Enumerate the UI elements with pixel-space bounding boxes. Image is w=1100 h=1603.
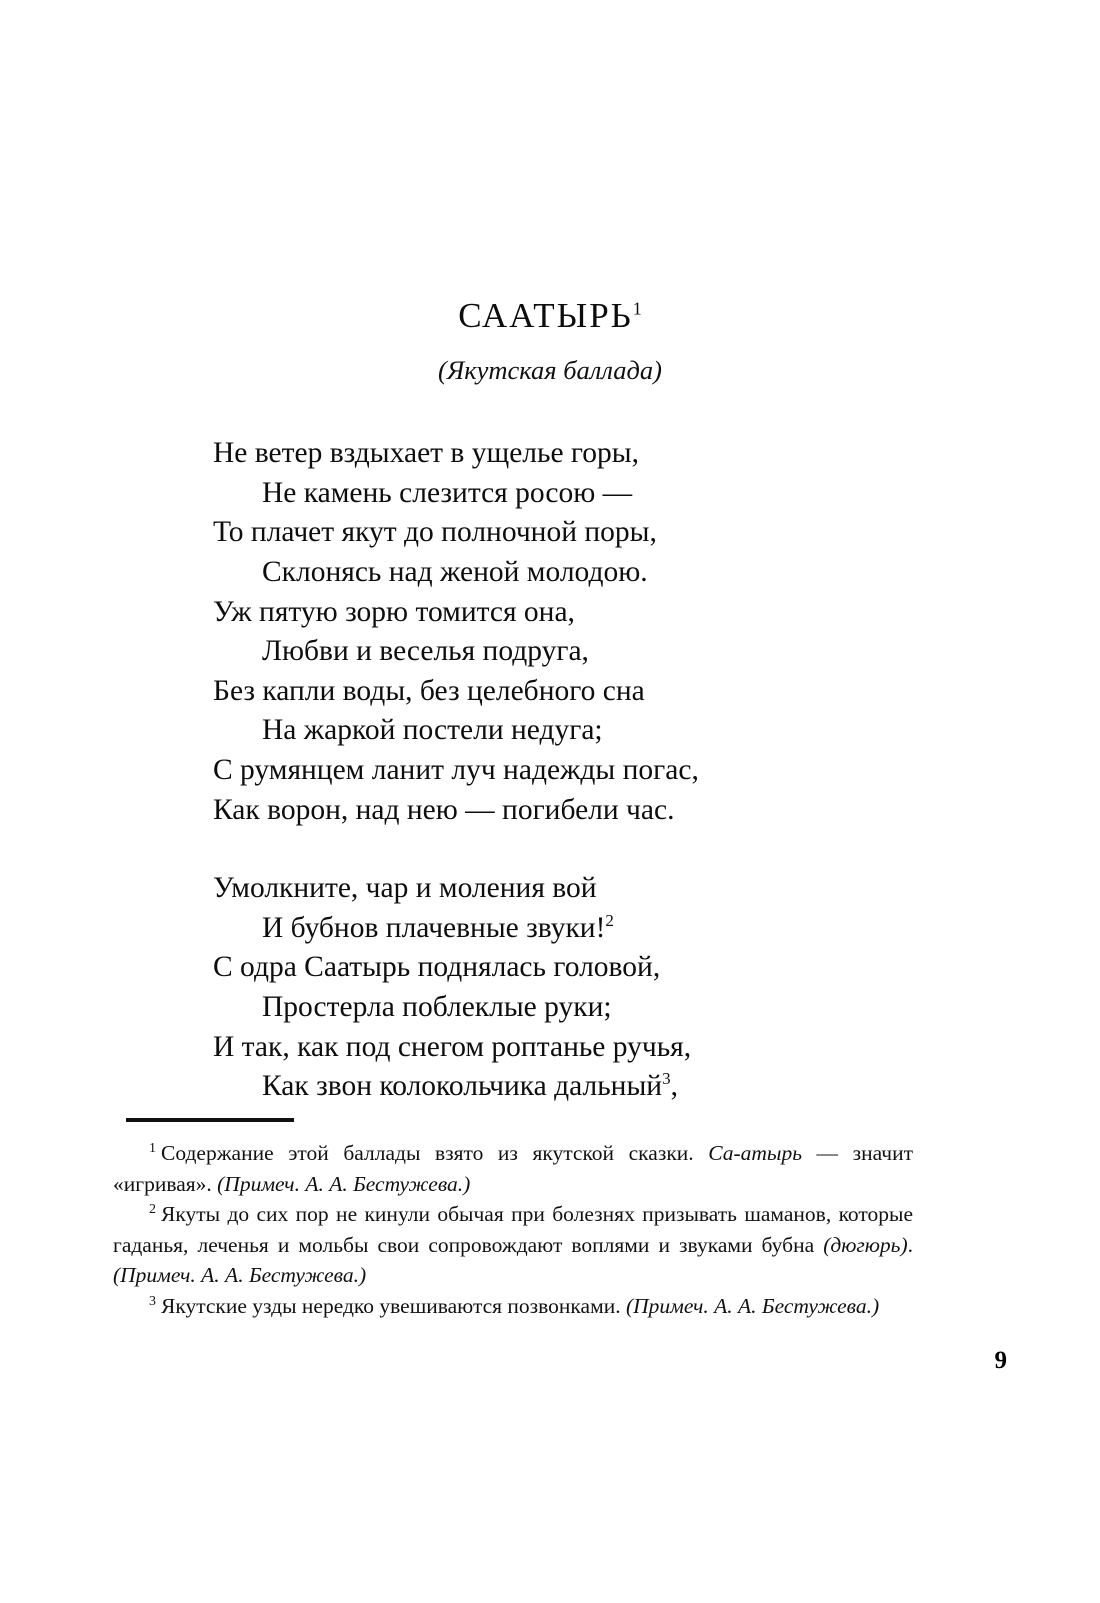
verse-footnote-marker[interactable]: 3 [662,1069,671,1089]
verse-line [0,948,1100,988]
verse-line-text: С румянцем ланит луч надежды погас, [213,754,699,786]
poem-title-text: СААТЫРЬ [458,296,633,335]
verse-line-text: Как звон колокольчика дальный [262,1070,663,1103]
verse-line-text: Как ворон, над нею — погибели час. [213,793,675,826]
footnote-attribution: (Примеч. А. А. Бестужева.) [217,1171,471,1196]
footnote-text-italic: Са-атырь [708,1141,802,1165]
footnote-2 [113,1199,913,1291]
stanza-1 [0,434,1100,830]
verse-line [0,988,1100,1028]
verse-line-text: И бубнов плачевные звуки! [262,911,606,944]
verse-line [0,593,1100,633]
verse-line-text: Не ветер вздыхает в ущелье горы, [213,437,639,470]
verse-line [0,672,1100,712]
verse-line [0,869,1100,909]
verse-line-text: Склонясь над женой молодою. [262,556,648,589]
footnotes-section [113,1118,913,1322]
footnote-text-plain: Якуты до сих пор не кинули обычая при болезнях призывать шаманов, которые гаданья, леченья и мольбы свои сопровождают воплями и звуками бубна [113,1202,913,1257]
verse-line [0,711,1100,751]
footnote-text-plain: — значит «игривая». [113,1141,913,1196]
page-number: 9 [994,1347,1007,1374]
footnote-text-plain: Якутские узды нередко увешиваются позвонками. [161,1293,626,1318]
verse-line [0,474,1100,514]
footnote-text-plain: Содержание этой баллады взято из якутской сказки. [161,1141,709,1165]
footnote-separator-rule [126,1118,294,1122]
footnote-text-italic: (дюгюрь) [823,1232,908,1257]
verse-line [0,1067,1100,1107]
verse-line [0,909,1100,949]
verse-line [0,751,1100,791]
footnote-attribution: (Примеч. А. А. Бестужева.) [625,1293,880,1318]
footnote-1 [113,1138,913,1199]
verse-line-text: На жаркой постели недуга; [262,714,603,747]
footnote-attribution: (Примеч. А. А. Бестужева.) [113,1263,367,1288]
poem-subtitle: (Якутская баллада) [438,355,662,386]
verse-line [0,434,1100,474]
verse-line-text: С одра Саатырь поднялась головой, [213,951,661,984]
verse-line [0,553,1100,593]
footnote-3 [113,1291,913,1322]
verse-line-text: Без капли воды, без целебного сна [213,674,645,707]
verse-line-text: То плачет якут до полночной поры, [213,516,657,549]
verse-line [0,791,1100,831]
footnote-marker: 1 [149,1140,156,1156]
footnote-text-plain: . [907,1232,913,1257]
title-footnote-marker[interactable]: 1 [632,298,642,319]
verse-line-text: Уж пятую зорю томится она, [213,595,575,628]
verse-line-trailing: , [670,1070,678,1103]
stanza-2 [0,869,1100,1107]
verse-line-text: Любви и веселья подруга, [262,635,589,668]
verse-line-text: Простерла поблеклые руки; [262,990,612,1023]
verse-line-text: Умолкните, чар и моления вой [213,872,597,905]
footnote-marker: 3 [149,1293,156,1309]
verse-line-text: И так, как под снегом роптанье ручья, [213,1030,692,1063]
verse-line [0,513,1100,553]
page-title [0,0,1100,336]
verse-footnote-marker[interactable]: 2 [605,910,614,930]
footnote-marker: 2 [149,1202,156,1218]
verse-line-text: Не камень слезится росою — [262,476,633,509]
verse-line [0,632,1100,672]
verse-line [0,1028,1100,1068]
